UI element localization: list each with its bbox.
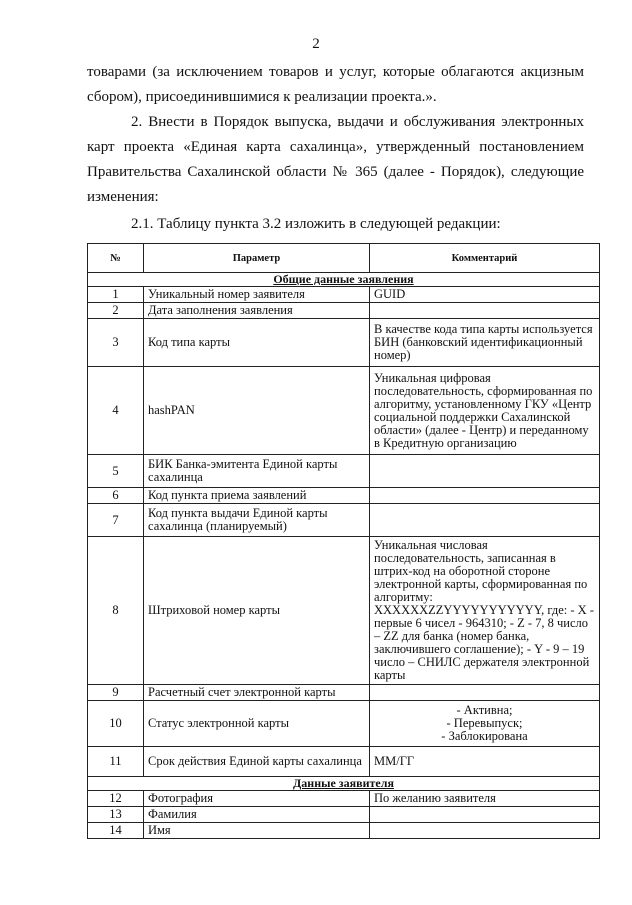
- row-parameter: Имя: [144, 823, 370, 839]
- row-comment: [370, 807, 600, 823]
- row-number: 4: [88, 367, 144, 455]
- row-comment: По желанию заявителя: [370, 791, 600, 807]
- row-number: 11: [88, 747, 144, 777]
- table-row: [88, 367, 600, 455]
- table-row: [88, 747, 600, 777]
- row-number: 8: [88, 537, 144, 685]
- row-comment: ММ/ГГ: [370, 747, 600, 777]
- table-row: [88, 791, 600, 807]
- row-comment: [370, 504, 600, 537]
- row-number: 7: [88, 504, 144, 537]
- status-option: - Перевыпуск;: [446, 716, 523, 730]
- row-parameter: Статус электронной карты: [144, 701, 370, 747]
- paragraph-continuation: товарами (за исключением товаров и услуг, которые облагаются акцизным сбором), присоединившимися к реализации проекта.».: [87, 64, 584, 105]
- table-row: [88, 701, 600, 747]
- status-option: - Заблокирована: [441, 729, 528, 743]
- row-comment: Уникальная цифровая последовательность, сформированная по алгоритму, установленному ГКУ «Центр социальной поддержки Сахалинской области» (далее - Центр) и переданному в Кредитную организацию: [370, 367, 600, 455]
- row-parameter: Код пункта приема заявлений: [144, 488, 370, 504]
- row-comment: [370, 823, 600, 839]
- row-number: 10: [88, 701, 144, 747]
- table-header-row: [88, 244, 600, 273]
- row-number: 5: [88, 455, 144, 488]
- row-comment: [370, 455, 600, 488]
- section-row: [88, 273, 600, 287]
- row-number: 13: [88, 807, 144, 823]
- row-number: 14: [88, 823, 144, 839]
- row-parameter: hashPAN: [144, 367, 370, 455]
- table-row: [88, 303, 600, 319]
- row-number: 9: [88, 685, 144, 701]
- row-parameter: Дата заполнения заявления: [144, 303, 370, 319]
- paragraph-item-2-1: 2.1. Таблицу пункта 3.2 изложить в следующей редакции:: [131, 216, 501, 232]
- row-number: 3: [88, 319, 144, 367]
- table-row: [88, 287, 600, 303]
- row-comment: [370, 685, 600, 701]
- row-number: 2: [88, 303, 144, 319]
- row-parameter: Расчетный счет электронной карты: [144, 685, 370, 701]
- table-row: [88, 455, 600, 488]
- table-row: [88, 319, 600, 367]
- row-parameter: Штриховой номер карты: [144, 537, 370, 685]
- row-parameter: Фотография: [144, 791, 370, 807]
- row-comment: GUID: [370, 287, 600, 303]
- status-option: - Активна;: [456, 703, 513, 717]
- header-comment: Комментарий: [370, 244, 600, 273]
- row-comment: Уникальная числовая последовательность, записанная в штрих-код на оборотной стороне электронной карты, сформированная по алгоритму: XXXXXXZZYYYYYYYYYYY, где: - X - первые 6 чисел - 964310; - Z - 7, 8 число – ZZ для банка (номер банка, заключившего соглашение); - Y - 9 – 19 число – СНИЛС держателя электронной карты: [370, 537, 600, 685]
- table-row: [88, 488, 600, 504]
- header-number: №: [88, 244, 144, 273]
- parameters-table: [87, 243, 600, 839]
- table-row: [88, 807, 600, 823]
- row-parameter: Код пункта выдачи Единой карты сахалинца (планируемый): [144, 504, 370, 537]
- table-row: [88, 823, 600, 839]
- row-comment: В качестве кода типа карты используется БИН (банковский идентификационный номер): [370, 319, 600, 367]
- row-number: 6: [88, 488, 144, 504]
- row-comment: [370, 488, 600, 504]
- header-parameter: Параметр: [144, 244, 370, 273]
- row-number: 1: [88, 287, 144, 303]
- table-row: [88, 685, 600, 701]
- row-comment: [370, 701, 600, 747]
- page-number: 2: [312, 36, 320, 52]
- row-number: 12: [88, 791, 144, 807]
- paragraph-item-2: 2. Внести в Порядок выпуска, выдачи и обслуживания электронных карт проекта «Единая карта сахалинца», утвержденный постановлением Правительства Сахалинской области № 365 (далее - Порядок), следующие изменения:: [87, 114, 584, 205]
- row-parameter: БИК Банка-эмитента Единой карты сахалинца: [144, 455, 370, 488]
- row-comment: [370, 303, 600, 319]
- section-general: Общие данные заявления: [88, 273, 600, 287]
- section-applicant: Данные заявителя: [88, 777, 600, 791]
- row-parameter: Фамилия: [144, 807, 370, 823]
- row-parameter: Уникальный номер заявителя: [144, 287, 370, 303]
- table-row: [88, 504, 600, 537]
- table-row: [88, 537, 600, 685]
- section-row: [88, 777, 600, 791]
- row-parameter: Код типа карты: [144, 319, 370, 367]
- row-parameter: Срок действия Единой карты сахалинца: [144, 747, 370, 777]
